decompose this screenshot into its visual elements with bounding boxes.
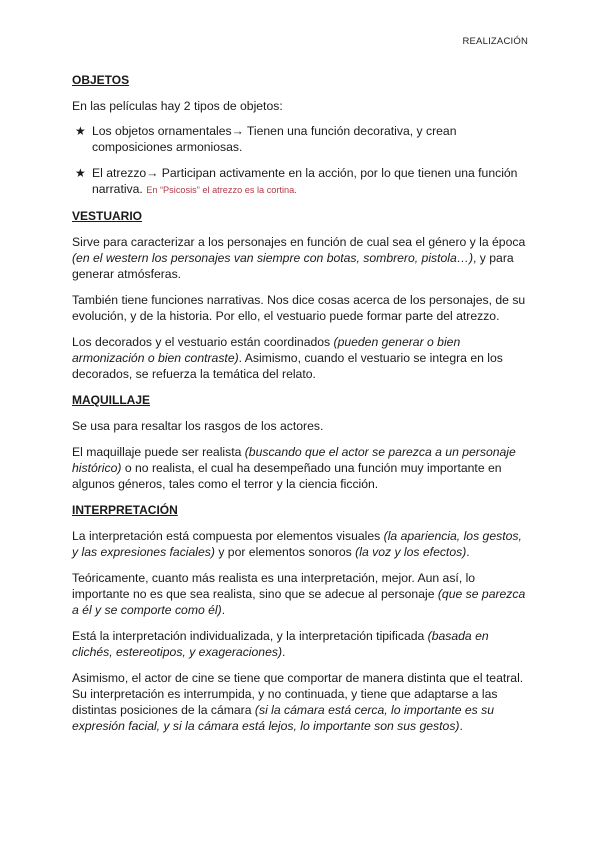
paragraph: Asimismo, el actor de cine se tiene que comportar de manera distinta que el teatral. Su interpretación es interrumpida, y no continuada, y tiene que adaptarse a las distintas posiciones de la cámara (si la cámara está cerca, lo importante es su expresión facial, y si la cámara está lejos, lo importante son sus gestos). [72,671,524,733]
paragraph: También tiene funciones narrativas. Nos dice cosas acerca de los personajes, de su evolución, y de la historia. Por ello, el vestuario puede formar parte del atrezzo. [72,293,526,323]
page-header: REALIZACIÓN [462,36,528,47]
section-title-objetos: OBJETOS [72,73,130,87]
paragraph: Sirve para caracterizar a los personajes en función de cual sea el género y la época (en el western los personajes van siempre con botas, sombrero, pistola…), y para generar atmósferas. [72,235,526,281]
section-title-maquillaje: MAQUILLAJE [72,393,150,407]
bullet-text: El atrezzo→ Participan activamente en la acción, por lo que tienen una función narrativa. [92,166,518,196]
paragraph: Está la interpretación individualizada, y la interpretación tipificada (basada en clichés, estereotipos, y exageraciones). [72,629,489,659]
paragraph: El maquillaje puede ser realista (buscando que el actor se parezca a un personaje histórico) o no realista, el cual ha desempeñado una función muy importante en algunos géneros, tales como el terror y la ciencia ficción. [72,445,516,491]
annotation-note: En “Psicosis” el atrezzo es la cortina. [146,185,297,195]
star-icon: ★ [75,124,86,138]
document-body [72,72,528,734]
paragraph: La interpretación está compuesta por elementos visuales (la apariencia, los gestos, y las expresiones faciales) y por elementos sonoros (la voz y los efectos). [72,529,522,559]
section-title-vestuario: VESTUARIO [72,209,143,223]
star-icon: ★ [75,166,86,180]
bullet-text: Los objetos ornamentales→ Tienen una función decorativa, y crean composiciones armoniosas. [92,124,457,154]
section-title-interpretacion: INTERPRETACIÓN [72,503,178,517]
paragraph: Teóricamente, cuanto más realista es una interpretación, mejor. Aun así, lo importante no es que sea realista, sino que se adecue al personaje (que se parezca a él y se comporte como él). [72,571,526,617]
list-item [72,165,528,198]
objetos-intro: En las películas hay 2 tipos de objetos: [72,99,283,113]
paragraph: Se usa para resaltar los rasgos de los actores. [72,419,324,433]
list-item [72,123,528,155]
paragraph: Los decorados y el vestuario están coordinados (pueden generar o bien armonización o bien contraste). Asimismo, cuando el vestuario se integra en los decorados, se refuerza la temática del relato. [72,335,503,381]
